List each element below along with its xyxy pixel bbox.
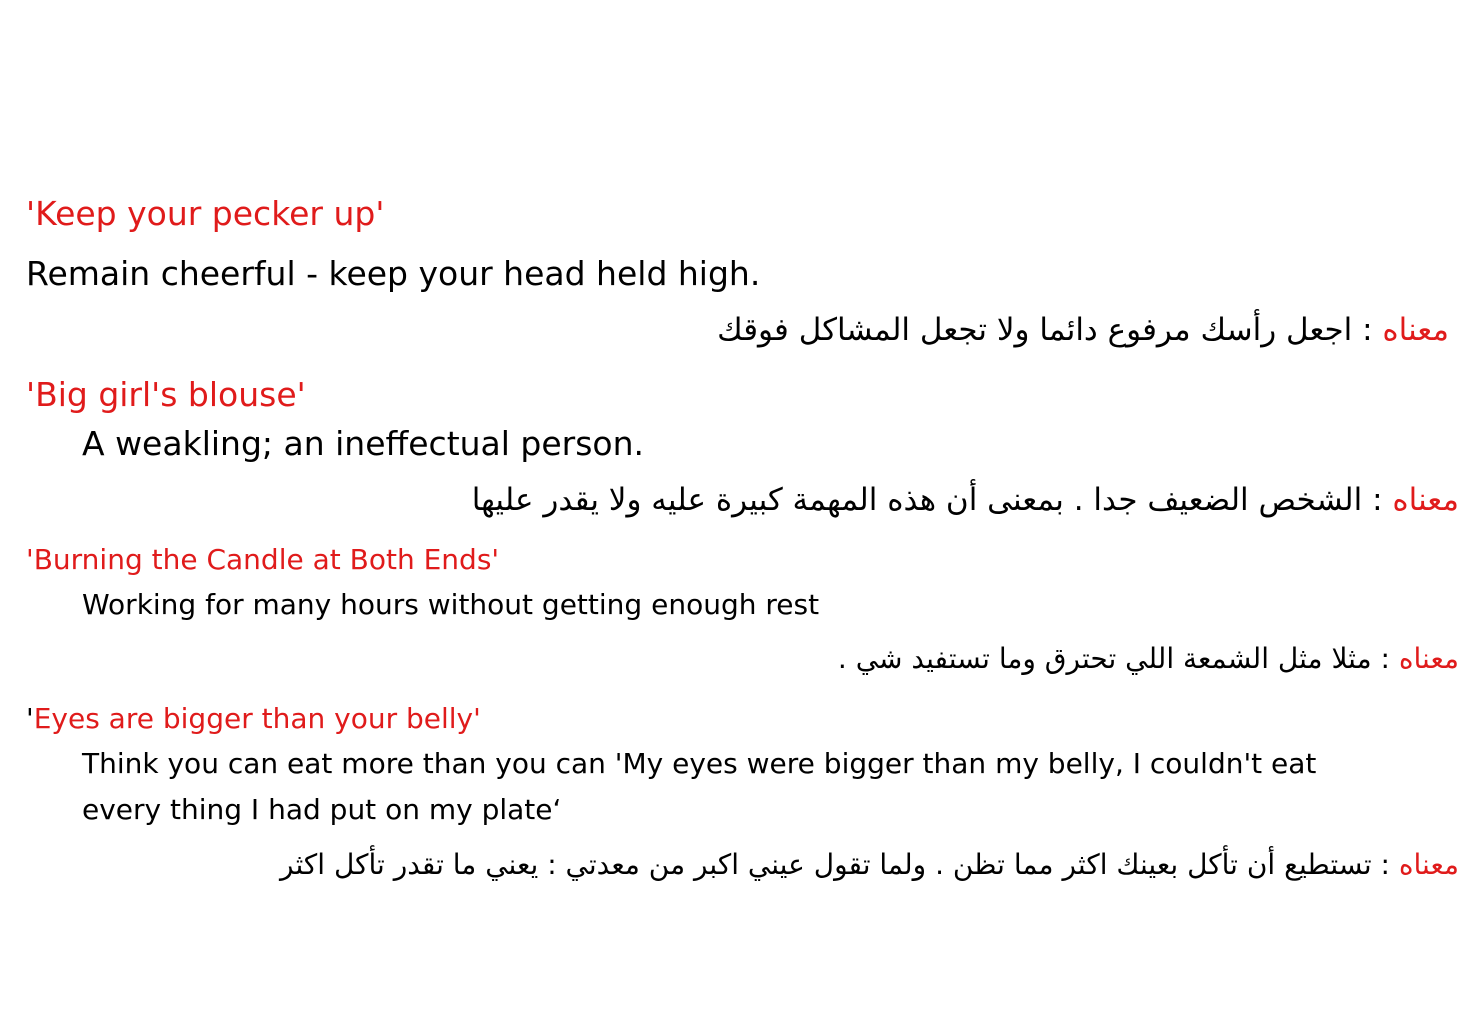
- arabic-label-2: معناه: [1392, 482, 1459, 518]
- arabic-text-1: : اجعل رأسك مرفوع دائما ولا تجعل المشاكل فوقك: [717, 312, 1383, 348]
- phrase-3: 'Burning the Candle at Both Ends': [26, 543, 500, 576]
- arabic-text-4: : تستطيع أن تأكل بعينك اكثر مما تظن . ولما تقول عيني اكبر من معدتي : يعني ما تقدر تأكل اكثر: [280, 848, 1399, 881]
- arabic-text-3: : مثلا مثل الشمعة اللي تحترق وما تستفيد شي .: [837, 642, 1399, 675]
- arabic-meaning-3: [838, 642, 1459, 675]
- arabic-text-2: : الشخص الضعيف جدا . بمعنى أن هذه المهمة كبيرة عليه ولا يقدر عليها: [471, 482, 1393, 518]
- phrase-1: 'Keep your pecker up': [26, 194, 385, 233]
- phrase-4-text: Eyes are bigger than your belly': [33, 702, 481, 735]
- arabic-label-1: معناه: [1382, 312, 1449, 348]
- phrase-2: 'Big girl's blouse': [26, 375, 306, 414]
- meaning-2: A weakling; an ineffectual person.: [82, 424, 645, 463]
- phrase-4: [26, 702, 481, 735]
- meaning-4-line-1: Think you can eat more than you can 'My eyes were bigger than my belly, I couldn't eat: [82, 747, 1317, 780]
- arabic-meaning-2: [472, 482, 1459, 518]
- arabic-label-4: معناه: [1398, 848, 1459, 881]
- arabic-meaning-4: [280, 848, 1459, 881]
- arabic-label-3: معناه: [1398, 642, 1459, 675]
- phrase-4-open-quote: ': [26, 702, 34, 735]
- arabic-meaning-1: [717, 312, 1449, 348]
- meaning-4-line-2: every thing I had put on my plate‘: [82, 793, 562, 826]
- meaning-3: Working for many hours without getting enough rest: [82, 588, 820, 621]
- meaning-1: Remain cheerful - keep your head held high.: [26, 254, 761, 293]
